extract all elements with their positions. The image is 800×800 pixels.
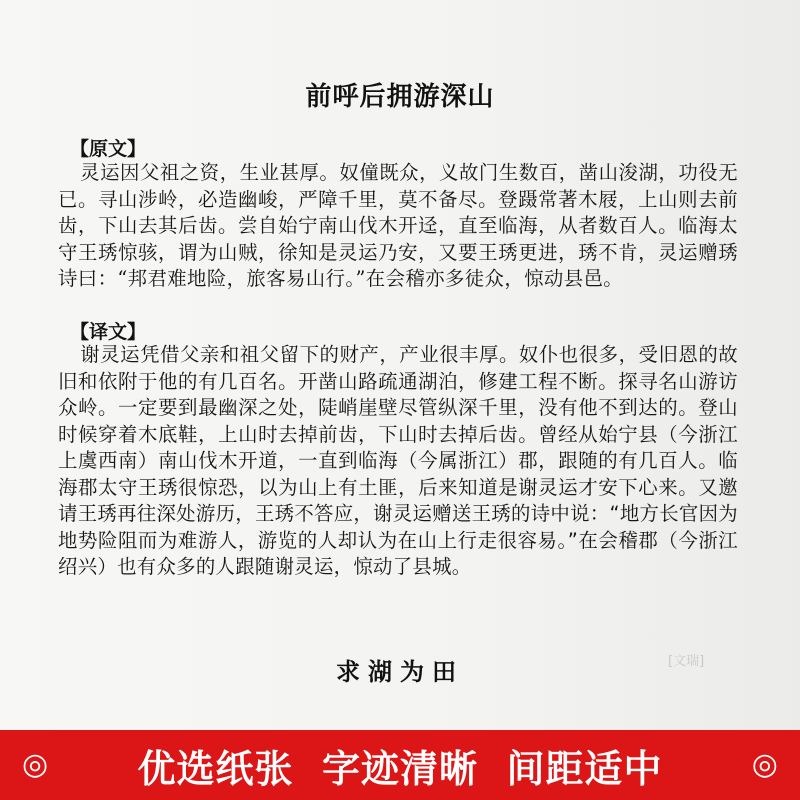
translation-label: 【译文】: [70, 321, 147, 343]
circle-mark-icon: ◎: [751, 747, 778, 782]
original-text-body: 灵运因父祖之资，生业甚厚。奴僮既众，义故门生数百，凿山浚湖，功役无已。寻山涉岭，必造幽峻，严障千里，莫不备尽。登蹑常著木屐，上山则去前齿，下山去其后齿。尝自始宁南山伐木开迳，直至临海，从者数百人。临海太守王琇惊骇，谓为山贼，徐知是灵运乃安，又要王琇更进，琇不肯，灵运赠琇诗曰：“邦君难地险，旅客易山行。”在会稽亦多徒众，惊动县邑。: [58, 161, 738, 291]
original-text-label: 【原文】: [70, 138, 147, 160]
promo-banner: [0, 730, 800, 800]
translation-paragraph: [58, 342, 738, 581]
next-section-title: 求湖为田: [336, 658, 464, 686]
banner-slogan: 优选纸张 字迹清晰 间距适中: [137, 746, 663, 791]
circle-mark-icon: ◎: [22, 747, 49, 782]
translation-body: 谢灵运凭借父亲和祖父留下的财产，产业很丰厚。奴仆也很多，受旧恩的故旧和依附于他的有几百名。开凿山路疏通湖泊，修建工程不断。探寻名山游访众岭。一定要到最幽深之处，陡峭崖壁尽管纵深千里，没有他不到达的。登山时候穿着木底鞋，上山时去掉前齿，下山时去掉后齿。曾经从始宁县（今浙江上虞西南）南山伐木开道，一直到临海（今属浙江）郡，跟随的有几百人。临海郡太守王琇很惊恐，以为山上有土匪，后来知道是谢灵运才安下心来。又邀请王琇再往深处游历，王琇不答应，谢灵运赠送王琇的诗中说：“地方长官因为地势险阻而为难游人，游览的人却认为在山上行走很容易。”在会稽郡（今浙江绍兴）也有众多的人跟随谢灵运，惊动了县城。: [58, 343, 738, 578]
page-title: 前呼后拥游深山: [305, 82, 495, 112]
original-text-paragraph: [58, 160, 738, 293]
bleed-through-text: [文瑞]: [668, 654, 705, 669]
